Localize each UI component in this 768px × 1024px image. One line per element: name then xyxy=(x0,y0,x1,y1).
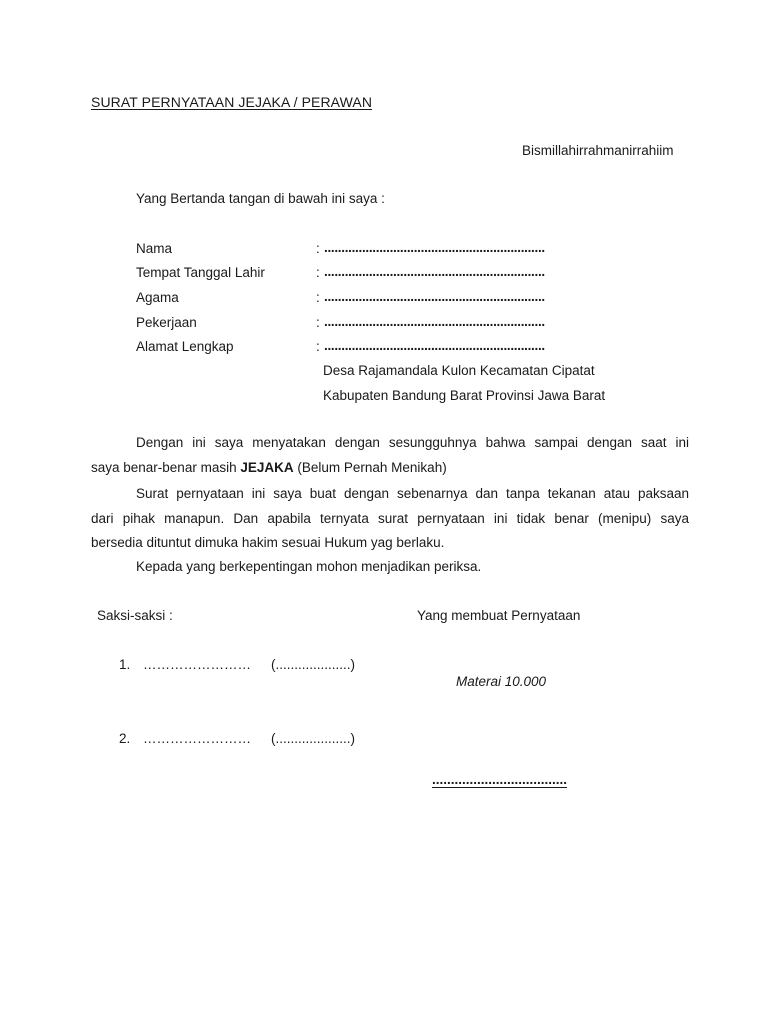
address-line-1: Desa Rajamandala Kulon Kecamatan Cipatat xyxy=(323,363,595,378)
field-value-agama: ................................................................ xyxy=(324,289,545,304)
field-value-nama: ................................................................ xyxy=(324,240,545,255)
status-emphasis: JEJAKA xyxy=(240,459,294,475)
statement-text: (Belum Pernah Menikah) xyxy=(293,459,447,475)
witnesses-heading: Saksi-saksi : xyxy=(97,608,173,623)
opening-greeting: Bismillahirrahmanirrahiim xyxy=(522,143,674,158)
field-colon: : xyxy=(316,290,320,305)
address-line-2: Kabupaten Bandung Barat Provinsi Jawa Barat xyxy=(323,388,606,403)
statement-text: saya benar-benar masih xyxy=(91,459,241,475)
field-colon: : xyxy=(316,241,320,256)
intro-text: Yang Bertanda tangan di bawah ini saya : xyxy=(136,191,385,206)
declarant-heading: Yang membuat Pernyataan xyxy=(417,608,581,623)
field-label-alamat: Alamat Lengkap xyxy=(136,339,234,354)
field-label-nama: Nama xyxy=(136,241,173,256)
field-label-ttl: Tempat Tanggal Lahir xyxy=(136,265,265,280)
declarant-signature-line: .................................... xyxy=(432,772,568,787)
stamp-duty-label: Materai 10.000 xyxy=(456,674,547,689)
witness-number: 2. xyxy=(119,731,131,746)
statement-line: bersedia dituntut dimuka hakim sesuai Hukum yag berlaku. xyxy=(91,535,445,550)
field-value-pekerjaan: ................................................................ xyxy=(324,314,545,329)
statement-line: Surat pernyataan ini saya buat dengan sebenarnya dan tanpa tekanan atau paksaan xyxy=(136,486,689,501)
statement-paragraph-2 xyxy=(91,482,689,556)
statement-paragraph-1 xyxy=(91,431,689,480)
field-colon: : xyxy=(316,315,320,330)
field-colon: : xyxy=(316,339,320,354)
witness-name-line: …………………… xyxy=(143,657,251,672)
field-label-pekerjaan: Pekerjaan xyxy=(136,315,197,330)
statement-line: dari pihak manapun. Dan apabila ternyata surat pernyataan ini tidak benar (menipu) saya xyxy=(91,510,689,526)
witness-name-line: …………………… xyxy=(143,731,251,746)
field-value-alamat: ................................................................ xyxy=(324,338,545,353)
field-label-agama: Agama xyxy=(136,290,179,305)
closing-sentence: Kepada yang berkepentingan mohon menjadikan periksa. xyxy=(136,559,482,574)
statement-line: Dengan ini saya menyatakan dengan sesungguhnya bahwa sampai dengan saat ini xyxy=(136,435,689,450)
statement-line xyxy=(91,456,689,481)
witness-number: 1. xyxy=(119,657,131,672)
field-colon: : xyxy=(316,265,320,280)
witness-signature-line: (....................) xyxy=(271,731,356,746)
field-value-ttl: ................................................................ xyxy=(324,264,545,279)
witness-signature-line: (....................) xyxy=(271,657,356,672)
document-title: SURAT PERNYATAAN JEJAKA / PERAWAN xyxy=(91,94,373,110)
